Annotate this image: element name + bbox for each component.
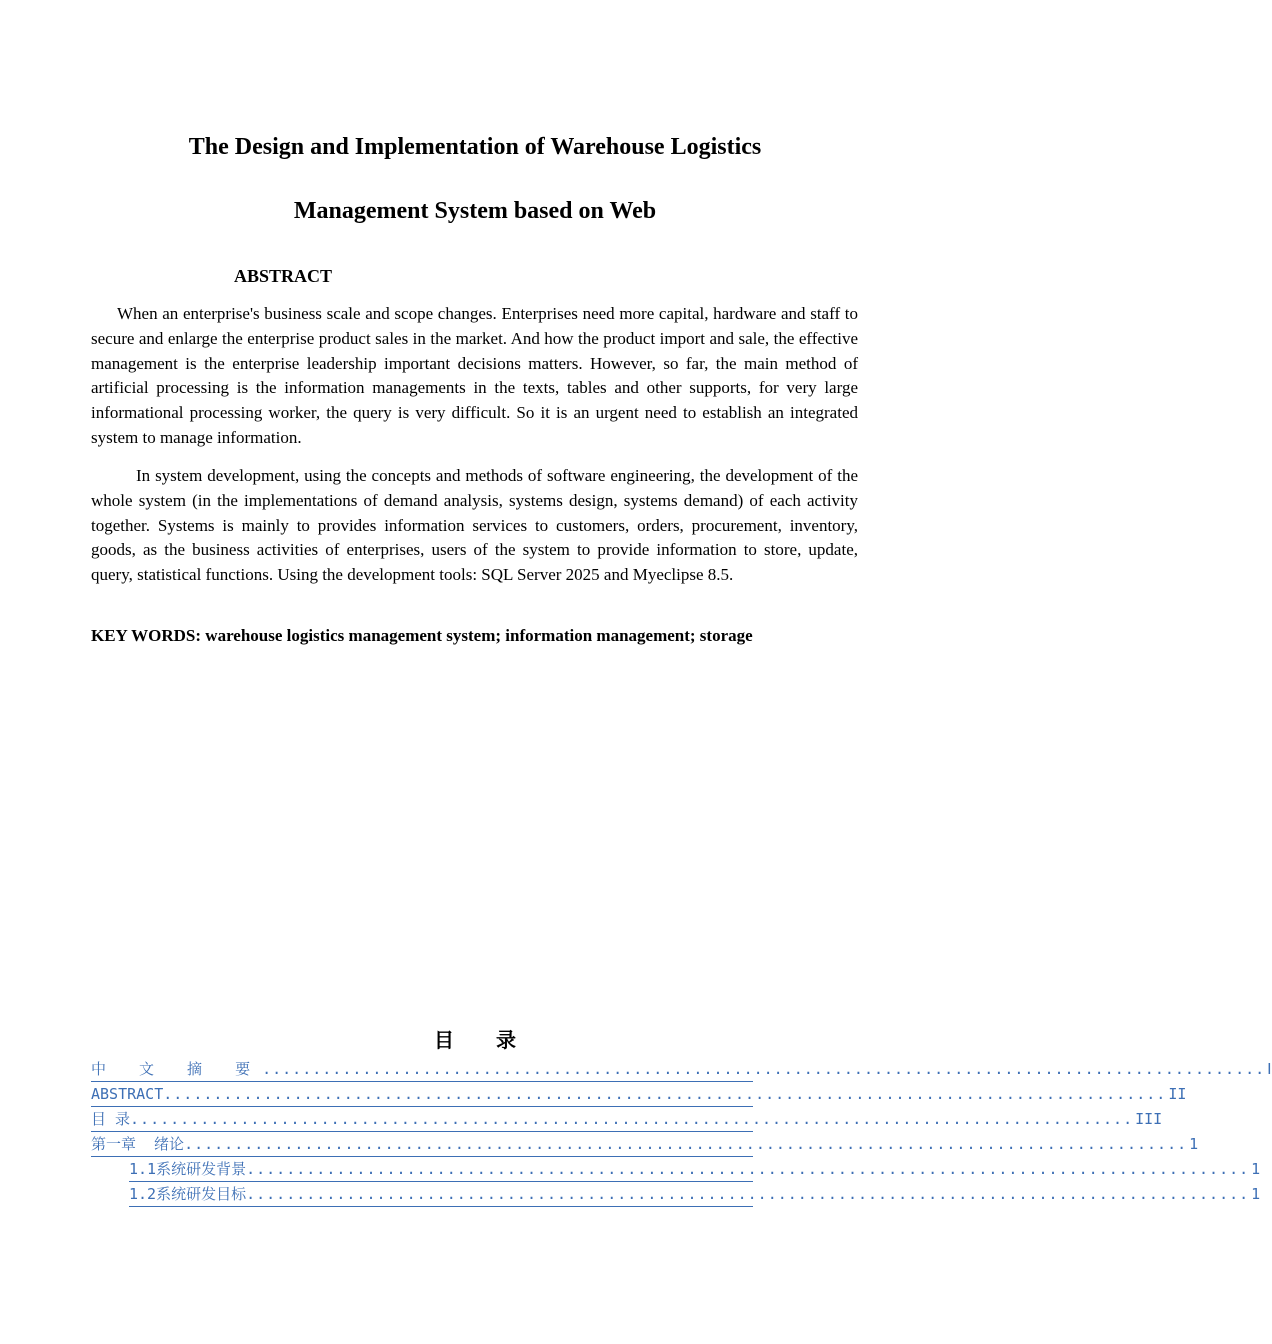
toc-entry-page: II	[1168, 1085, 1187, 1103]
toc-entry-label: 第一章 绪论	[91, 1135, 185, 1153]
toc-entry-contents[interactable]	[91, 1107, 1163, 1132]
toc-entry-chapter-1[interactable]	[91, 1132, 1199, 1157]
toc-title	[0, 1024, 950, 1053]
table-of-contents	[91, 1057, 1272, 1207]
toc-entry-page: III	[1135, 1110, 1163, 1128]
toc-title-char-2: 录	[496, 1028, 516, 1052]
toc-entry-page: Ⅰ	[1267, 1060, 1272, 1078]
toc-entry-page: 1	[1189, 1135, 1199, 1153]
toc-entry-section-1-1[interactable]	[129, 1157, 1261, 1182]
toc-leader-dots: ....................................................................................................	[184, 1135, 1188, 1153]
toc-entry-label: 目 录	[91, 1110, 131, 1128]
toc-entry-page: 1	[1251, 1185, 1261, 1203]
keywords: KEY WORDS: warehouse logistics management system; information management; storage	[91, 626, 753, 645]
toc-leader-dots: ....................................................................................................	[246, 1160, 1250, 1178]
toc-entry-chinese-abstract[interactable]	[91, 1057, 1272, 1082]
toc-leader-dots: ....................................................................................................	[262, 1060, 1266, 1078]
toc-entry-page: 1	[1251, 1160, 1261, 1178]
toc-entry-label: 1.2系统研发目标	[129, 1185, 247, 1203]
title-line-2: Management System based on Web	[293, 198, 657, 224]
toc-entry-label: 中 文 摘 要	[91, 1060, 263, 1078]
toc-entry-label: 1.1系统研发背景	[129, 1160, 247, 1178]
toc-entry-section-1-2[interactable]	[129, 1182, 1261, 1207]
title-line-1: The Design and Implementation of Warehouse Logistics	[188, 134, 762, 160]
abstract-paragraph-1: When an enterprise's business scale and scope changes. Enterprises need more capital, hardware and staff to secure and enlarge the enterprise product sales in the market. And how the product import and sale, the effective management is the enterprise leadership important decisions matters. However, so far, the main method of artificial processing is the information managements in the texts, tables and other supports, for very large informational processing worker, the query is very difficult. So it is an urgent need to establish an integrated system to manage information.	[91, 304, 858, 447]
toc-title-char-1: 目	[434, 1028, 454, 1052]
toc-leader-dots: ....................................................................................................	[130, 1110, 1134, 1128]
toc-leader-dots: ....................................................................................................	[246, 1185, 1250, 1203]
toc-entry-abstract[interactable]	[91, 1082, 1187, 1107]
abstract-heading: ABSTRACT	[234, 266, 333, 286]
toc-leader-dots: ....................................................................................................	[163, 1085, 1167, 1103]
abstract-paragraph-2: In system development, using the concepts and methods of software engineering, the development of the whole system (in the implementations of demand analysis, systems design, systems demand) of each activity together. Systems is mainly to provides information services to customers, orders, procurement, inventory, goods, as the business activities of enterprises, users of the system to provide information to store, update, query, statistical functions. Using the development tools: SQL Server 2025 and Myeclipse 8.5.	[91, 466, 858, 585]
toc-entry-label: ABSTRACT	[91, 1085, 164, 1103]
